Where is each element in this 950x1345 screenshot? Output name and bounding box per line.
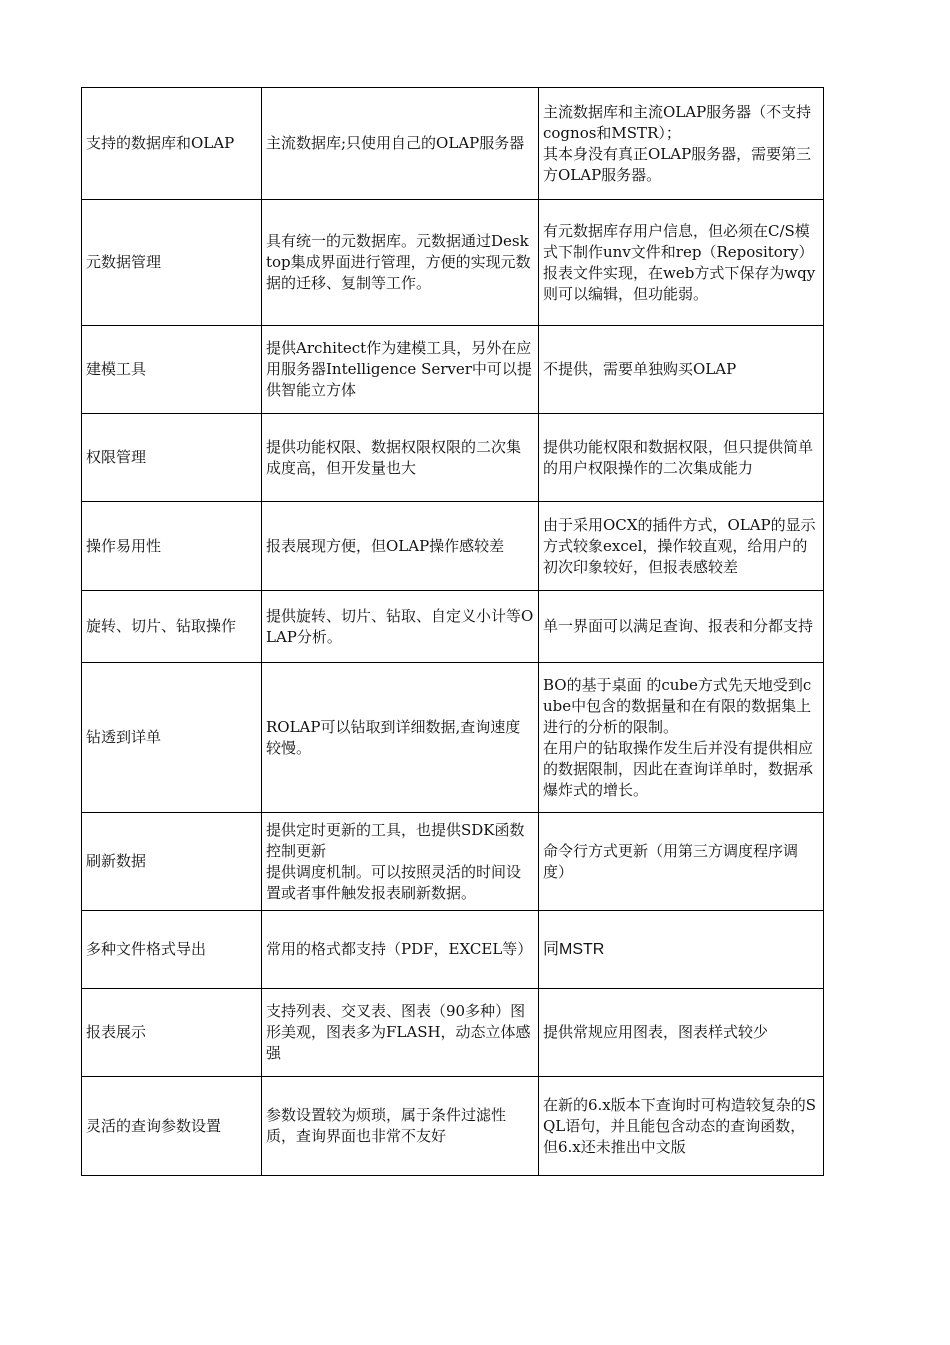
product-a-cell: 提供Architect作为建模工具，另外在应用服务器Intelligence Server中可以提供智能立方体 [262,326,539,414]
comparison-sheet [81,87,823,1176]
feature-cell: 操作易用性 [82,502,262,591]
table-row [82,1077,824,1176]
feature-cell: 多种文件格式导出 [82,911,262,989]
product-a-cell: 报表展现方便，但OLAP操作感较差 [262,502,539,591]
product-a-cell: 支持列表、交叉表、图表（90多种）图形美观，图表多为FLASH，动态立体感强 [262,989,539,1077]
product-a-cell: ROLAP可以钻取到详细数据,查询速度较慢。 [262,663,539,813]
product-b-cell: 不提供，需要单独购买OLAP [539,326,824,414]
product-a-cell: 提供旋转、切片、钻取、自定义小计等OLAP分析。 [262,591,539,663]
product-b-cell: BO的基于桌面 的cube方式先天地受到cube中包含的数据量和在有限的数据集上进行的分析的限制。 在用户的钻取操作发生后并没有提供相应的数据限制，因此在查询详单时，数据承爆炸式的增长。 [539,663,824,813]
table-row [82,591,824,663]
table-row [82,326,824,414]
product-b-cell: 由于采用OCX的插件方式，OLAP的显示方式较象excel，操作较直观，给用户的初次印象较好，但报表感较差 [539,502,824,591]
product-b-cell: 有元数据库存用户信息，但必须在C/S模式下制作unv文件和rep（Repository）报表文件实现，在web方式下保存为wqy则可以编辑，但功能弱。 [539,200,824,326]
product-b-cell: 主流数据库和主流OLAP服务器（不支持cognos和MSTR）； 其本身没有真正OLAP服务器，需要第三方OLAP服务器。 [539,88,824,200]
feature-cell: 旋转、切片、钻取操作 [82,591,262,663]
product-b-cell: 同MSTR [539,911,824,989]
product-b-cell: 提供功能权限和数据权限，但只提供简单的用户权限操作的二次集成能力 [539,414,824,502]
table-row [82,813,824,911]
table-row [82,663,824,813]
product-a-cell: 提供定时更新的工具，也提供SDK函数控制更新 提供调度机制。可以按照灵活的时间设置或者事件触发报表刷新数据。 [262,813,539,911]
feature-cell: 元数据管理 [82,200,262,326]
table-row [82,911,824,989]
feature-cell: 灵活的查询参数设置 [82,1077,262,1176]
feature-cell: 支持的数据库和OLAP [82,88,262,200]
product-a-cell: 提供功能权限、数据权限权限的二次集成度高，但开发量也大 [262,414,539,502]
product-b-cell: 在新的6.x版本下查询时可构造较复杂的SQL语句，并且能包含动态的查询函数，但6.x还未推出中文版 [539,1077,824,1176]
feature-cell: 刷新数据 [82,813,262,911]
product-a-cell: 参数设置较为烦琐，属于条件过滤性质，查询界面也非常不友好 [262,1077,539,1176]
comparison-table [81,87,824,1176]
product-a-cell: 具有统一的元数据库。元数据通过Desktop集成界面进行管理，方便的实现元数据的迁移、复制等工作。 [262,200,539,326]
product-b-cell: 提供常规应用图表，图表样式较少 [539,989,824,1077]
product-a-cell: 常用的格式都支持（PDF，EXCEL等） [262,911,539,989]
table-row [82,502,824,591]
feature-cell: 钻透到详单 [82,663,262,813]
table-row [82,200,824,326]
feature-cell: 建模工具 [82,326,262,414]
product-b-cell: 单一界面可以满足查询、报表和分都支持 [539,591,824,663]
feature-cell: 报表展示 [82,989,262,1077]
product-b-cell: 命令行方式更新（用第三方调度程序调度） [539,813,824,911]
feature-cell: 权限管理 [82,414,262,502]
product-a-cell: 主流数据库;只使用自己的OLAP服务器 [262,88,539,200]
table-row [82,414,824,502]
table-row [82,88,824,200]
table-row [82,989,824,1077]
